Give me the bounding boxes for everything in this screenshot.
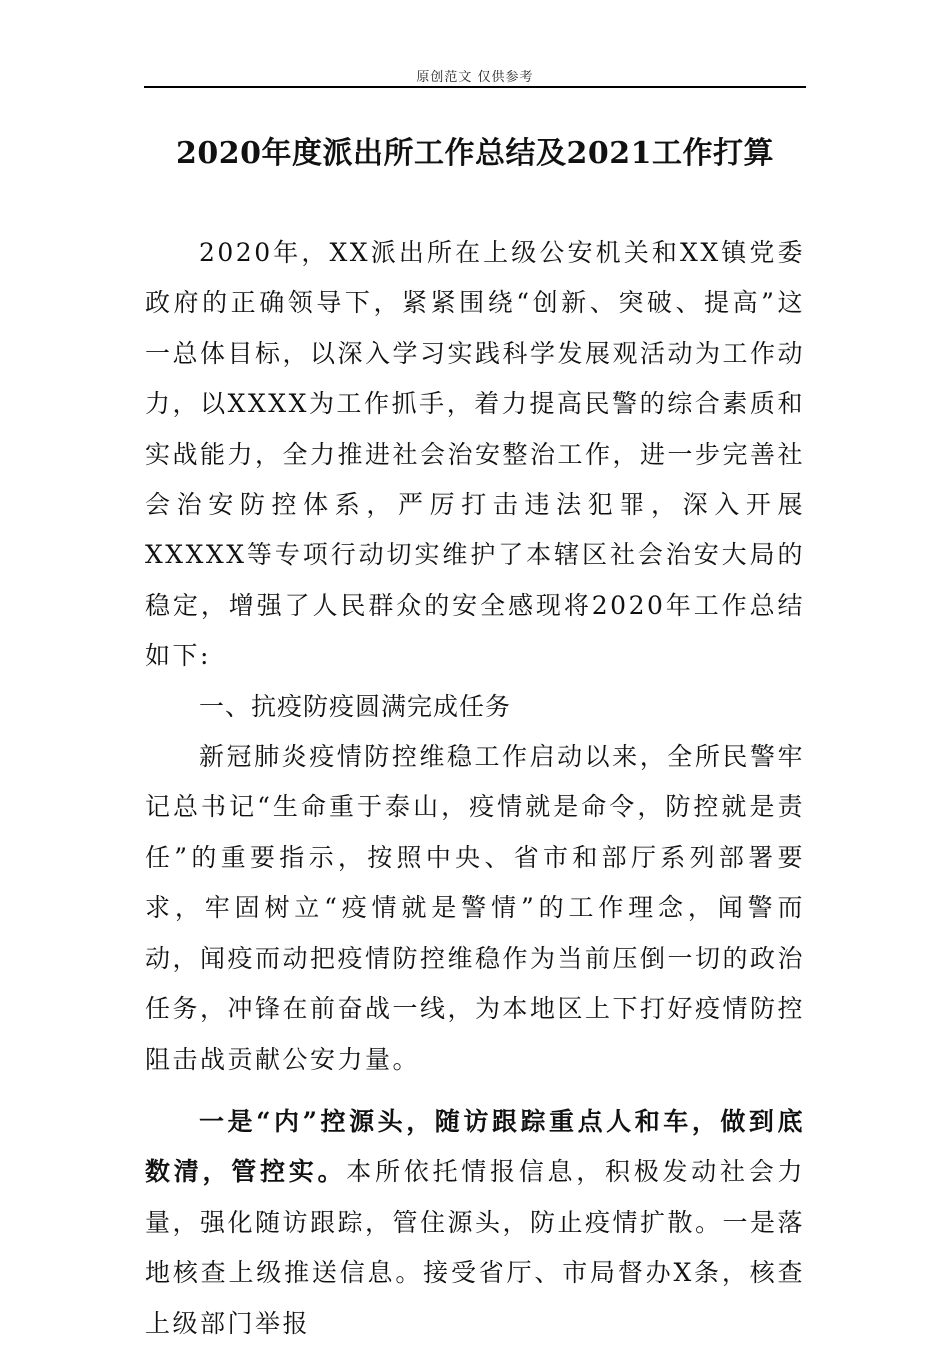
header-divider xyxy=(144,86,806,88)
section-paragraph: 新冠肺炎疫情防控维稳工作启动以来，全所民警牢记总书记“生命重于泰山，疫情就是命令，防控就是责任”的重要指示，按照中央、省市和部厅系列部署要求，牢固树立“疫情就是警情”的工作理念，闻警而动，闻疫而动把疫情防控维稳作为当前压倒一切的政治任务，冲锋在前奋战一线，为本地区上下打好疫情防控阻击战贡献公安力量。 xyxy=(145,742,806,1074)
document-body xyxy=(145,228,805,1349)
intro-paragraph: 2020年，XX派出所在上级公安机关和XX镇党委政府的正确领导下，紧紧围绕“创新、突破、提高”这一总体目标，以深入学习实践科学发展观活动为工作动力，以XXXX为工作抓手，着力提高民警的综合素质和实战能力，全力推进社会治安整治工作，进一步完善社会治安防控体系，严厉打击违法犯罪，深入开展XXXXX等专项行动切实维护了本辖区社会治安大局的稳定，增强了人民群众的安全感现将2020年工作总结如下: xyxy=(145,238,806,671)
point-paragraph xyxy=(145,1097,805,1349)
section-heading: 一、抗疫防疫圆满完成任务 xyxy=(199,691,512,721)
document-title: 2020年度派出所工作总结及2021工作打算 xyxy=(176,136,774,171)
point-lead: 一是“内”控源头，随访跟踪重点人和车，做到底数清，管控实。 xyxy=(145,1106,805,1187)
point-text: 本所依托情报信息，积极发动社会力量，强化随访跟踪，管住源头，防止疫情扩散。一是落地核查上级推送信息。接受省厅、市局督办X条，核查上级部门举报 xyxy=(145,1157,806,1338)
page-header: 原创范文 仅供参考 xyxy=(416,70,534,85)
